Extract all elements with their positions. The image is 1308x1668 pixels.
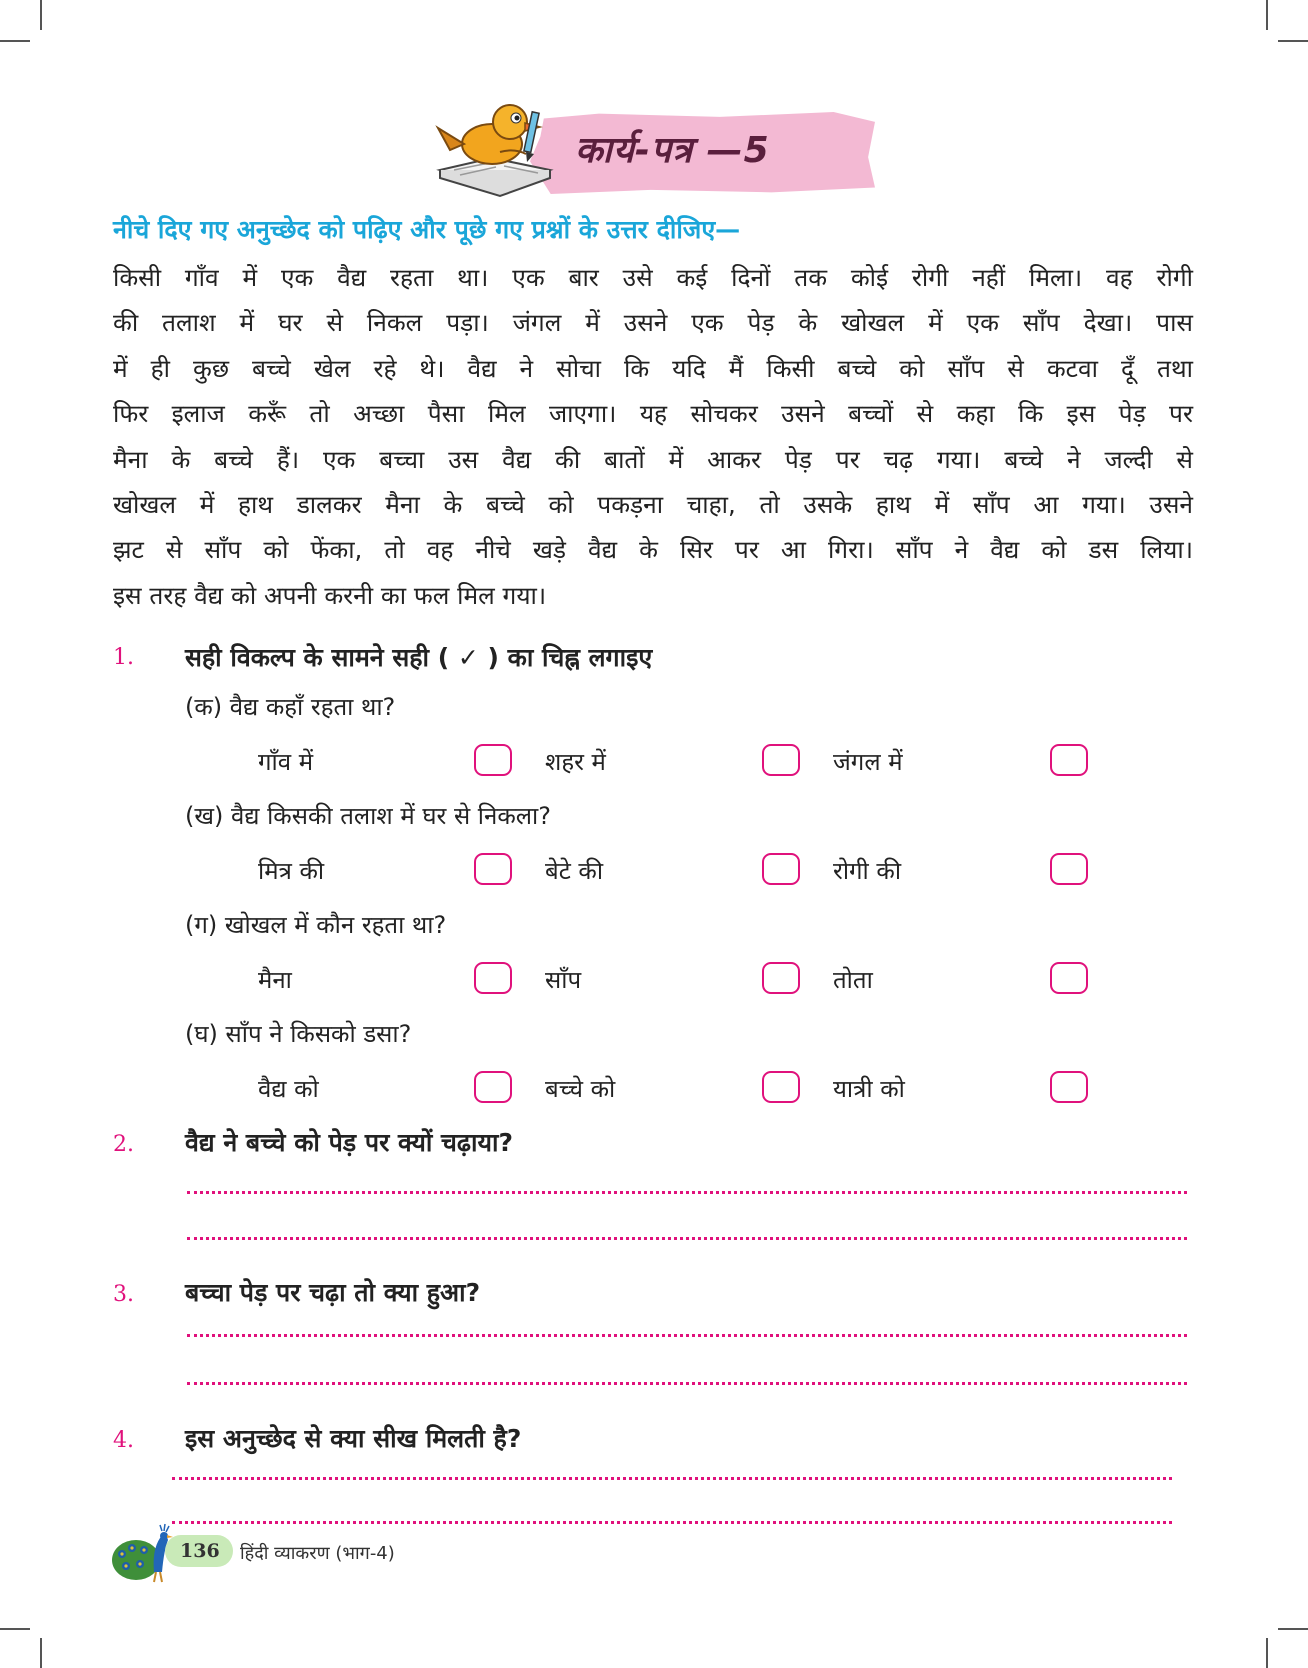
option-label: जंगल में [833, 748, 903, 776]
option-checkbox[interactable] [1050, 1071, 1088, 1103]
crop-mark [0, 1628, 30, 1630]
worksheet-header [430, 92, 880, 202]
crop-mark [1266, 1638, 1268, 1668]
question-number: 3. [113, 1282, 134, 1307]
crop-mark [40, 1638, 42, 1668]
option-checkbox[interactable] [1050, 744, 1088, 776]
question-number: 2. [113, 1132, 134, 1157]
option-checkbox[interactable] [762, 962, 800, 994]
book-title: हिंदी व्याकरण (भाग-4) [240, 1543, 395, 1564]
question-4-text: इस अनुच्छेद से क्या सीख मिलती है? [185, 1424, 522, 1453]
passage-line: की तलाश में घर से निकल पड़ा। जंगल में उसने एक पेड़ के खोखल में एक साँप देखा। पास [113, 308, 1193, 338]
option-label: तोता [833, 966, 873, 994]
option-checkbox[interactable] [1050, 962, 1088, 994]
option-checkbox[interactable] [762, 853, 800, 885]
crop-mark [0, 40, 30, 42]
option-label: बच्चे को [545, 1075, 616, 1103]
answer-line[interactable] [187, 1191, 1187, 1194]
option-checkbox[interactable] [474, 853, 512, 885]
option-label: गाँव में [258, 748, 314, 776]
option-label: वैद्य को [258, 1075, 319, 1103]
subquestion-gha: (घ) साँप ने किसको डसा? [185, 1020, 412, 1048]
passage-line: मैना के बच्चे हैं। एक बच्चा उस वैद्य की बातों में आकर पेड़ पर चढ़ गया। बच्चे ने जल्दी से [113, 444, 1193, 474]
option-label: मित्र की [258, 857, 325, 885]
passage-line: फिर इलाज करूँ तो अच्छा पैसा मिल जाएगा। यह सोचकर उसने बच्चों से कहा कि इस पेड़ पर [113, 399, 1193, 429]
question-number: 1. [113, 645, 134, 670]
option-label: बेटे की [545, 857, 604, 885]
option-label: रोगी की [833, 857, 902, 885]
option-checkbox[interactable] [762, 744, 800, 776]
question-number: 4. [113, 1428, 134, 1453]
option-checkbox[interactable] [1050, 853, 1088, 885]
answer-line[interactable] [187, 1334, 1187, 1337]
instruction-heading: नीचे दिए गए अनुच्छेद को पढ़िए और पूछे गए प्रश्नों के उत्तर दीजिए— [113, 215, 741, 244]
answer-line[interactable] [187, 1382, 1187, 1385]
passage-line: किसी गाँव में एक वैद्य रहता था। एक बार उसे कई दिनों तक कोई रोगी नहीं मिला। वह रोगी [113, 263, 1193, 292]
option-label: शहर में [545, 748, 606, 776]
passage-line: इस तरह वैद्य को अपनी करनी का फल मिल गया। [113, 580, 547, 610]
passage-line: झट से साँप को फेंका, तो वह नीचे खड़े वैद्य के सिर पर आ गिरा। साँप ने वैद्य को डस लिया। [113, 535, 1193, 565]
answer-line[interactable] [187, 1237, 1187, 1240]
option-checkbox[interactable] [474, 744, 512, 776]
page-footer [110, 1520, 470, 1580]
crop-mark [1278, 1628, 1308, 1630]
passage-line: में ही कुछ बच्चे खेल रहे थे। वैद्य ने सोचा कि यदि मैं किसी बच्चे को साँप से कटवा दूँ तथा [113, 353, 1193, 383]
crop-mark [1266, 0, 1268, 30]
option-label: साँप [545, 966, 582, 994]
question-1-text: सही विकल्प के सामने सही ( ✓ ) का चिह्न लगाइए [185, 643, 653, 672]
passage [113, 255, 1193, 618]
option-checkbox[interactable] [762, 1071, 800, 1103]
option-label: मैना [258, 966, 292, 994]
answer-line[interactable] [172, 1477, 1172, 1480]
option-checkbox[interactable] [474, 962, 512, 994]
bird-writing-icon [430, 92, 570, 202]
crop-mark [40, 0, 42, 30]
worksheet-title: कार्य-पत्र —5 [575, 130, 770, 171]
option-checkbox[interactable] [474, 1071, 512, 1103]
option-label: यात्री को [833, 1075, 905, 1103]
page-number: 136 [180, 1540, 220, 1562]
passage-line: खोखल में हाथ डालकर मैना के बच्चे को पकड़ना चाहा, तो उसके हाथ में साँप आ गया। उसने [113, 489, 1193, 519]
subquestion-ka: (क) वैद्य कहाँ रहता था? [185, 693, 396, 721]
subquestion-kha: (ख) वैद्य किसकी तलाश में घर से निकला? [185, 802, 552, 830]
question-3-text: बच्चा पेड़ पर चढ़ा तो क्या हुआ? [185, 1278, 481, 1307]
subquestion-ga: (ग) खोखल में कौन रहता था? [185, 911, 447, 939]
question-2-text: वैद्य ने बच्चे को पेड़ पर क्यों चढ़ाया? [185, 1128, 513, 1157]
crop-mark [1278, 40, 1308, 42]
